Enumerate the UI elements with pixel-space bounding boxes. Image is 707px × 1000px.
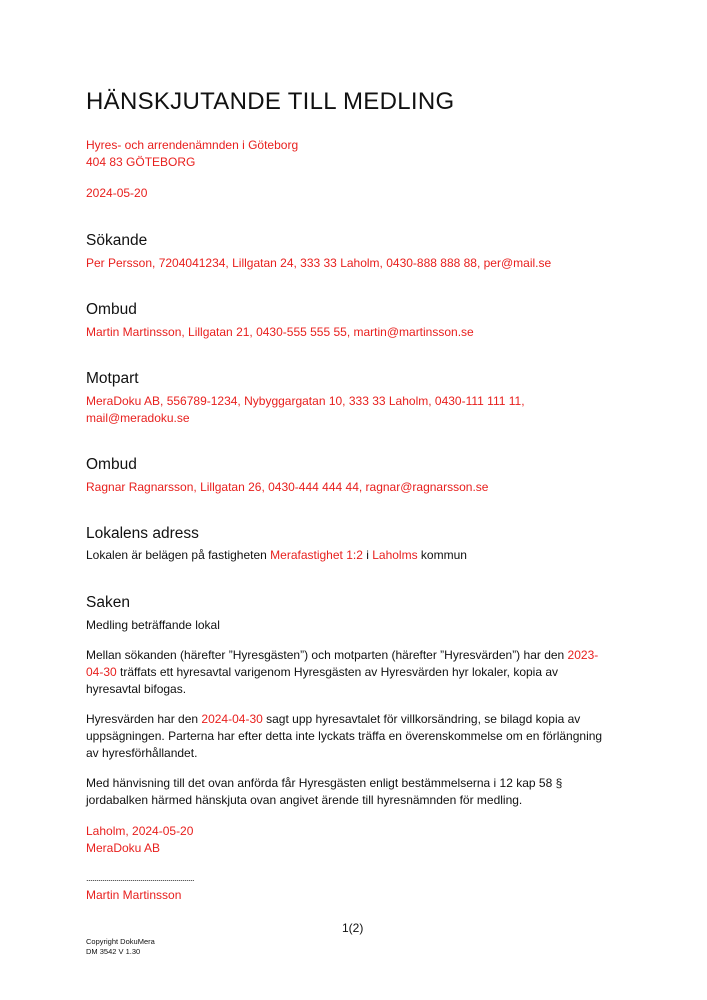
saken-paragraph-1 (86, 647, 626, 698)
lokal-text-after: kommun (417, 548, 467, 562)
p2-text-4: av hyresförhållandet. (86, 746, 198, 760)
saken-paragraph-2 (86, 711, 626, 762)
sokande-heading: Sökande (86, 232, 148, 249)
p3-text-1: Med hänvisning till det ovan anförda får Hyresgästen enligt bestämmelserna i 12 kap 58 § (86, 776, 563, 790)
footer (86, 937, 155, 957)
footer-version: DM 3542 V 1.30 (86, 947, 141, 956)
ombud-heading-2: Ombud (86, 456, 137, 473)
ombud-details-2: Ragnar Ragnarsson, Lillgatan 26, 0430-444 444 44, ragnar@ragnarsson.se (86, 480, 489, 494)
sokande-details: Per Persson, 7204041234, Lillgatan 24, 333 33 Laholm, 0430-888 888 88, per@mail.se (86, 256, 552, 270)
saken-paragraph-3 (86, 775, 626, 809)
saken-heading: Saken (86, 594, 130, 611)
saken-intro: Medling beträffande lokal (86, 618, 220, 632)
recipient-line-2: 404 83 GÖTEBORG (86, 155, 196, 169)
page-number: 1(2) (342, 921, 364, 935)
motpart-line-1: MeraDoku AB, 556789-1234, Nybyggargatan 10, 333 33 Laholm, 0430-111 111 11, (86, 394, 525, 408)
lokal-text-before: Lokalen är belägen på fastigheten (86, 548, 271, 562)
motpart-details (86, 393, 525, 427)
property-name: Merafastighet 1:2 (270, 548, 363, 562)
lokal-address (86, 547, 467, 564)
signature-name: Martin Martinsson (86, 888, 182, 902)
motpart-heading: Motpart (86, 370, 139, 387)
p2-text-3: uppsägningen. Parterna har efter detta inte lyckats träffa en överenskommelse om en förlängning (86, 729, 603, 743)
p2-text-1: Hyresvärden har den (86, 712, 202, 726)
p3-text-2: jordabalken härmed hänskjuta ovan angivet ärende till hyresnämnden för medling. (86, 793, 523, 807)
document-date: 2024-05-20 (86, 186, 148, 200)
p2-text-2: sagt upp hyresavtalet för villkorsändring, se bilagd kopia av (262, 712, 581, 726)
lokal-heading: Lokalens adress (86, 525, 199, 542)
document-title: HÄNSKJUTANDE TILL MEDLING (86, 88, 455, 115)
contract-date-part-2: 04-30 (86, 665, 117, 679)
p1-text-1: Mellan sökanden (härefter ”Hyresgästen”) och motparten (härefter ”Hyresvärden”) har den (86, 648, 568, 662)
ombud-details-1: Martin Martinsson, Lillgatan 21, 0430-555 555 55, martin@martinsson.se (86, 325, 474, 339)
signature-place-date: Laholm, 2024-05-20 (86, 824, 194, 838)
footer-copyright: Copyright DokuMera (86, 937, 155, 946)
termination-date: 2024-04-30 (201, 712, 263, 726)
p1-text-2: träffats ett hyresavtal varigenom Hyresgästen av Hyresvärden hyr lokaler, kopia av (116, 665, 559, 679)
motpart-line-2: mail@meradoku.se (86, 411, 190, 425)
municipality-name: Laholms (372, 548, 418, 562)
p1-text-3: hyresavtal bifogas. (86, 682, 187, 696)
recipient-address (86, 137, 298, 171)
signature-line: ...................................................... (86, 873, 195, 883)
lokal-text-middle: i (362, 548, 373, 562)
contract-date-part-1: 2023- (567, 648, 599, 662)
ombud-heading-1: Ombud (86, 301, 137, 318)
signature-company: MeraDoku AB (86, 841, 161, 855)
recipient-line-1: Hyres- och arrendenämnden i Göteborg (86, 138, 299, 152)
